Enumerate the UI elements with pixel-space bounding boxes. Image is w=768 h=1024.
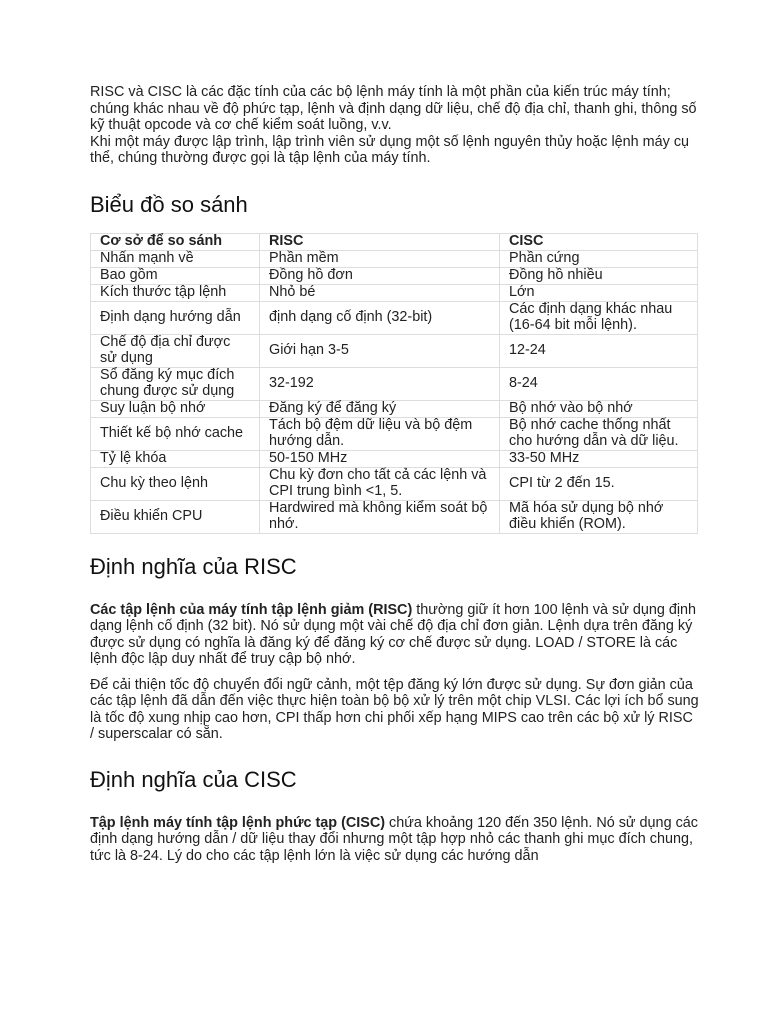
risc-section	[90, 602, 700, 743]
table-row	[91, 367, 698, 400]
table-row	[91, 250, 698, 267]
document-page	[90, 84, 700, 864]
risc-heading: Định nghĩa của RISC	[90, 553, 297, 579]
table-cell: Chu kỳ đơn cho tất cả các lệnh và CPI trung bình <1, 5.	[260, 467, 500, 500]
table-cell: Đăng ký để đăng ký	[260, 400, 500, 417]
table-cell: Tỷ lệ khóa	[91, 450, 260, 467]
table-row	[91, 267, 698, 284]
table-cell: 8-24	[500, 367, 698, 400]
table-cell: Bao gồm	[91, 267, 260, 284]
table-row	[91, 400, 698, 417]
table-cell: Giới hạn 3-5	[260, 334, 500, 367]
table-row	[91, 417, 698, 450]
table-cell: Hardwired mà không kiểm soát bộ nhớ.	[260, 500, 500, 533]
table-row	[91, 284, 698, 301]
cisc-text: chứa khoảng 120 đến 350 lệnh. Nó sử dụng các định dạng hướng dẫn / dữ liệu thay đổi nhưng một tập hợp nhỏ các thanh ghi mục đích chung, tức là 8-24. Lý do cho các tập lệnh lớn là việc sử dụng các hướng dẫn	[90, 814, 698, 864]
table-cell: Các định dạng khác nhau (16-64 bit mỗi lệnh).	[500, 301, 698, 334]
comparison-table	[90, 233, 698, 534]
table-row	[91, 467, 698, 500]
risc-text: thường giữ ít hơn 100 lệnh và sử dụng định dạng lệnh cố định (32 bit). Nó sử dụng một vài chế độ địa chỉ đơn giản. Lệnh dựa trên đăng ký được sử dụng có nghĩa là đăng ký để đăng ký cơ chế được sử dụng. LOAD / STORE là các lệnh độc lập duy nhất để truy cập bộ nhớ.	[90, 601, 697, 667]
table-row	[91, 301, 698, 334]
table-cell: 50-150 MHz	[260, 450, 500, 467]
table-cell: Sổ đăng ký mục đích chung được sử dụng	[91, 367, 260, 400]
table-cell: định dạng cố định (32-bit)	[260, 301, 500, 334]
table-cell: Mã hóa sử dụng bộ nhớ điều khiển (ROM).	[500, 500, 698, 533]
intro-paragraph: Khi một máy được lập trình, lập trình viên sử dụng một số lệnh nguyên thủy hoặc lệnh máy cụ thể, chúng thường được gọi là tập lệnh của máy tính.	[90, 133, 690, 166]
table-cell: Bộ nhớ vào bộ nhớ	[500, 400, 698, 417]
table-cell: Bộ nhớ cache thống nhất cho hướng dẫn và dữ liệu.	[500, 417, 698, 450]
risc-term: Các tập lệnh của máy tính tập lệnh giảm (RISC)	[90, 601, 413, 618]
risc-paragraph: Để cải thiện tốc độ chuyển đổi ngữ cảnh, một tệp đăng ký lớn được sử dụng. Sự đơn giản của các tập lệnh đã dẫn đến việc thực hiện toàn bộ bộ xử lý trên một chip VLSI. Các lợi ích bổ sung là tốc độ xung nhịp cao hơn, CPI thấp hơn chi phối xếp hạng MIPS cao trên các bộ xử lý RISC / superscalar có sẵn.	[90, 676, 699, 742]
cisc-term: Tập lệnh máy tính tập lệnh phức tạp (CISC)	[90, 814, 386, 831]
table-cell: CPI từ 2 đến 15.	[500, 467, 698, 500]
cisc-heading: Định nghĩa của CISC	[90, 766, 297, 792]
comparison-heading: Biểu đồ so sánh	[90, 191, 248, 217]
table-header-row	[91, 233, 698, 250]
table-cell: Nhỏ bé	[260, 284, 500, 301]
intro-section	[90, 84, 700, 167]
table-cell: 32-192	[260, 367, 500, 400]
table-header: RISC	[260, 233, 500, 250]
cisc-paragraph	[90, 815, 700, 865]
table-row	[91, 500, 698, 533]
risc-paragraph	[90, 602, 700, 668]
table-cell: Chu kỳ theo lệnh	[91, 467, 260, 500]
table-cell: Đồng hồ nhiều	[500, 267, 698, 284]
intro-paragraph: RISC và CISC là các đặc tính của các bộ lệnh máy tính là một phần của kiến trúc máy tính; chúng khác nhau về độ phức tạp, lệnh và định dạng dữ liệu, chế độ địa chỉ, thanh ghi, thông số kỹ thuật opcode và cơ chế kiểm soát luồng, v.v.	[90, 84, 697, 133]
table-cell: Tách bộ đệm dữ liệu và bộ đệm hướng dẫn.	[260, 417, 500, 450]
cisc-section	[90, 815, 700, 865]
table-cell: Thiết kế bộ nhớ cache	[91, 417, 260, 450]
table-cell: Nhấn mạnh về	[91, 250, 260, 267]
table-row	[91, 334, 698, 367]
table-header: Cơ sở để so sánh	[91, 233, 260, 250]
table-header: CISC	[500, 233, 698, 250]
table-cell: Phần mềm	[260, 250, 500, 267]
table-cell: Kích thước tập lệnh	[91, 284, 260, 301]
table-cell: 12-24	[500, 334, 698, 367]
table-cell: Phần cứng	[500, 250, 698, 267]
table-cell: Đồng hồ đơn	[260, 267, 500, 284]
table-row	[91, 450, 698, 467]
table-cell: 33-50 MHz	[500, 450, 698, 467]
table-cell: Suy luận bộ nhớ	[91, 400, 260, 417]
table-cell: Định dạng hướng dẫn	[91, 301, 260, 334]
table-cell: Chế độ địa chỉ được sử dụng	[91, 334, 260, 367]
table-cell: Điều khiển CPU	[91, 500, 260, 533]
table-cell: Lớn	[500, 284, 698, 301]
